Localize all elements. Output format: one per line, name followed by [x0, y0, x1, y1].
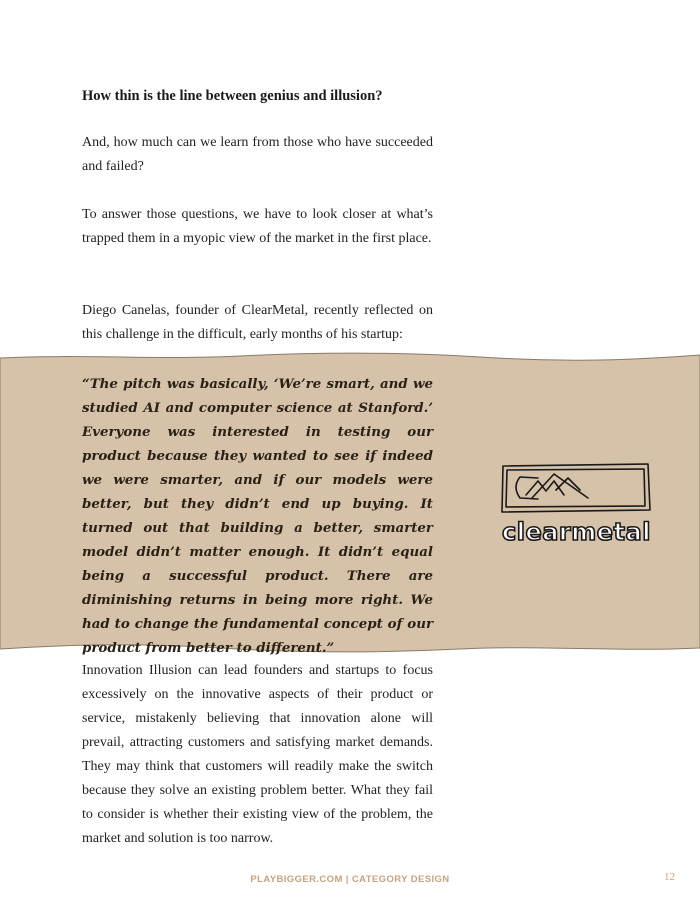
logo-wordmark: clearmetal [502, 518, 651, 546]
intro-paragraph-3: Diego Canelas, founder of ClearMetal, recently reflected on this challenge in the difficult, early months of his startup: [82, 303, 433, 342]
page-heading: How thin is the line between genius and illusion? [82, 88, 383, 104]
founder-quote: “The pitch was basically, ‘We’re smart, and we studied AI and computer science at Stanford.’ Everyone was interested in testing our product because they wanted to see if indeed we were smarter, and if our models were better, but they didn’t end up buying. It turned out that building a better, smarter model didn’t matter enough. It didn’t equal being a successful product. There are diminishing returns in being more right. We had to change the fundamental concept of our product from better to different.” [82, 376, 433, 656]
clearmetal-logo [498, 462, 656, 550]
footer-text: PLAYBIGGER.COM | CATEGORY DESIGN [250, 874, 450, 885]
intro-paragraph-2: To answer those questions, we have to look closer at what’s trapped them in a myopic view of the market in the first place. [82, 207, 433, 246]
intro-paragraph-1: And, how much can we learn from those who have succeeded and failed? [82, 135, 433, 174]
page-number: 12 [664, 871, 675, 883]
clearmetal-logo-icon [502, 464, 650, 512]
closing-paragraph: Innovation Illusion can lead founders and startups to focus excessively on the innovative aspects of their product or service, mistakenly believing that innovation alone will prevail, attracting customers and satisfying market demands. They may think that customers will readily make the switch because they solve an existing problem better. What they fail to consider is whether their existing view of the problem, the market and solution is too narrow. [82, 663, 433, 846]
